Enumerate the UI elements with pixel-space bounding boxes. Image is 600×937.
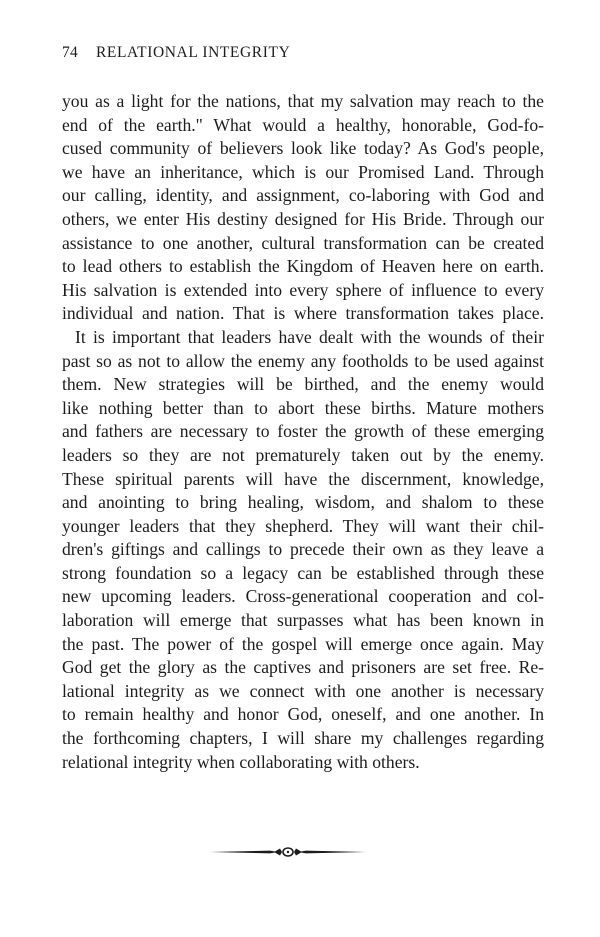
running-head xyxy=(62,44,290,62)
body-text xyxy=(62,90,544,774)
text-line: new upcoming leaders. Cross-generational cooperation and col- xyxy=(62,586,544,607)
text-line: and fathers are necessary to foster the growth of these emerging xyxy=(62,421,544,442)
text-line: our calling, identity, and assignment, co-laboring with God and xyxy=(62,185,544,206)
text-line: to remain healthy and honor God, oneself, and one another. In xyxy=(62,704,544,725)
text-line: leaders so they are not prematurely taken out by the enemy. xyxy=(62,444,544,465)
text-line: and anointing to bring healing, wisdom, and shalom to these xyxy=(62,492,544,513)
text-line: relational integrity when collaborating with others. xyxy=(62,751,420,772)
text-line: younger leaders that they shepherd. They will want their chil- xyxy=(62,515,544,536)
text-line: It is important that leaders have dealt with the wounds of their xyxy=(75,326,544,347)
text-line: assistance to one another, cultural transformation can be created xyxy=(62,232,544,253)
text-line: the forthcoming chapters, I will share my challenges regarding xyxy=(62,728,544,749)
text-line: individual and nation. That is where transformation takes place. xyxy=(62,303,544,324)
text-line: we have an inheritance, which is our Promised Land. Through xyxy=(62,161,544,182)
text-line: dren's giftings and callings to precede their own as they leave a xyxy=(62,539,544,560)
text-line: His salvation is extended into every sphere of influence to every xyxy=(62,279,544,300)
text-line: lational integrity as we connect with one another is necessary xyxy=(62,680,544,701)
text-line: God get the glory as the captives and prisoners are set free. Re- xyxy=(62,657,544,678)
text-line: end of the earth." What would a healthy, honorable, God-fo- xyxy=(62,114,544,135)
text-line: laboration will emerge that surpasses what has been known in xyxy=(62,610,544,631)
text-line: the past. The power of the gospel will emerge once again. May xyxy=(62,633,544,654)
text-line: them. New strategies will be birthed, and the enemy would xyxy=(62,374,544,395)
text-line: past so as not to allow the enemy any footholds to be used against xyxy=(62,350,544,371)
running-title: RELATIONAL INTEGRITY xyxy=(95,44,291,61)
text-line: like nothing better than to abort these births. Mature mothers xyxy=(62,397,544,418)
page-number: 74 xyxy=(62,44,78,61)
text-line: to lead others to establish the Kingdom of Heaven here on earth. xyxy=(62,256,544,277)
text-line: These spiritual parents will have the discernment, knowledge, xyxy=(62,468,544,489)
paragraph-1 xyxy=(62,90,544,326)
text-line: strong foundation so a legacy can be established through these xyxy=(62,562,544,583)
section-divider-ornament-icon xyxy=(208,844,368,860)
text-line: you as a light for the nations, that my salvation may reach to the xyxy=(62,91,544,111)
text-line: others, we enter His destiny designed for His Bride. Through our xyxy=(62,208,544,229)
paragraph-2 xyxy=(62,326,544,774)
text-line: cused community of believers look like today? As God's people, xyxy=(62,138,544,159)
